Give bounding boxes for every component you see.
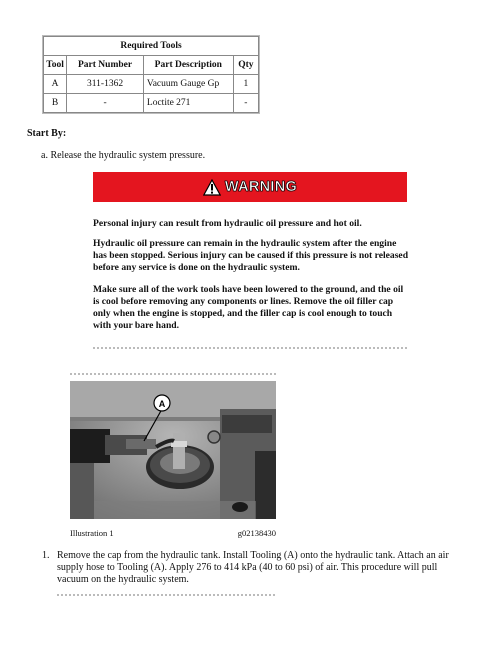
table-row (44, 94, 259, 113)
start-by-heading: Start By: (27, 128, 67, 139)
table-title: Required Tools (44, 37, 259, 56)
divider (93, 347, 407, 349)
step-number: 1. (42, 550, 50, 561)
column-header-qty: Qty (233, 56, 258, 75)
column-header-part-number: Part Number (67, 56, 144, 75)
table-cell: - (67, 94, 144, 113)
table-cell: Vacuum Gauge Gp (143, 75, 233, 94)
warning-banner (93, 172, 407, 202)
warning-triangle-icon (203, 179, 221, 196)
table-cell: - (233, 94, 258, 113)
caption-label: Illustration 1 (70, 528, 114, 538)
illustration-photo (70, 381, 276, 519)
warning-paragraph: Make sure all of the work tools have been lowered to the ground, and the oil is cool before removing any components or lines. Remove the oil filler cap only when the engine is stopped, and the filler cap is cool enough to touch with your bare hand. (93, 284, 404, 331)
required-tools-table (43, 36, 259, 113)
warning-label: WARNING (224, 179, 298, 195)
callout-label: A (158, 399, 166, 409)
step-a-text: a. Release the hydraulic system pressure. (41, 150, 206, 161)
illustration-caption (70, 528, 276, 538)
table-cell: 311-1362 (67, 75, 144, 94)
table-cell: 1 (233, 75, 258, 94)
table-row (44, 75, 259, 94)
warning-paragraph: Personal injury can result from hydraulic oil pressure and hot oil. (93, 218, 362, 229)
divider (70, 373, 276, 375)
warning-paragraph: Hydraulic oil pressure can remain in the hydraulic system after the engine has been stopped. Serious injury can be caused if this pressure is not released before any service is done on the hydraulic system. (93, 238, 409, 273)
column-header-tool: Tool (44, 56, 67, 75)
table-cell: Loctite 271 (143, 94, 233, 113)
table-cell: A (44, 75, 67, 94)
column-header-part-description: Part Description (143, 56, 233, 75)
table-cell: B (44, 94, 67, 113)
hydraulic-tank-image (70, 381, 276, 519)
divider (57, 594, 275, 596)
caption-code: g02138430 (237, 528, 276, 538)
step-text: Remove the cap from the hydraulic tank. Install Tooling (A) onto the hydraulic tank. Attach an air supply hose to Tooling (A). Apply 276 to 414 kPa (40 to 60 psi) of air. This procedure will pull vacuum on the hydraulic system. (57, 550, 449, 585)
